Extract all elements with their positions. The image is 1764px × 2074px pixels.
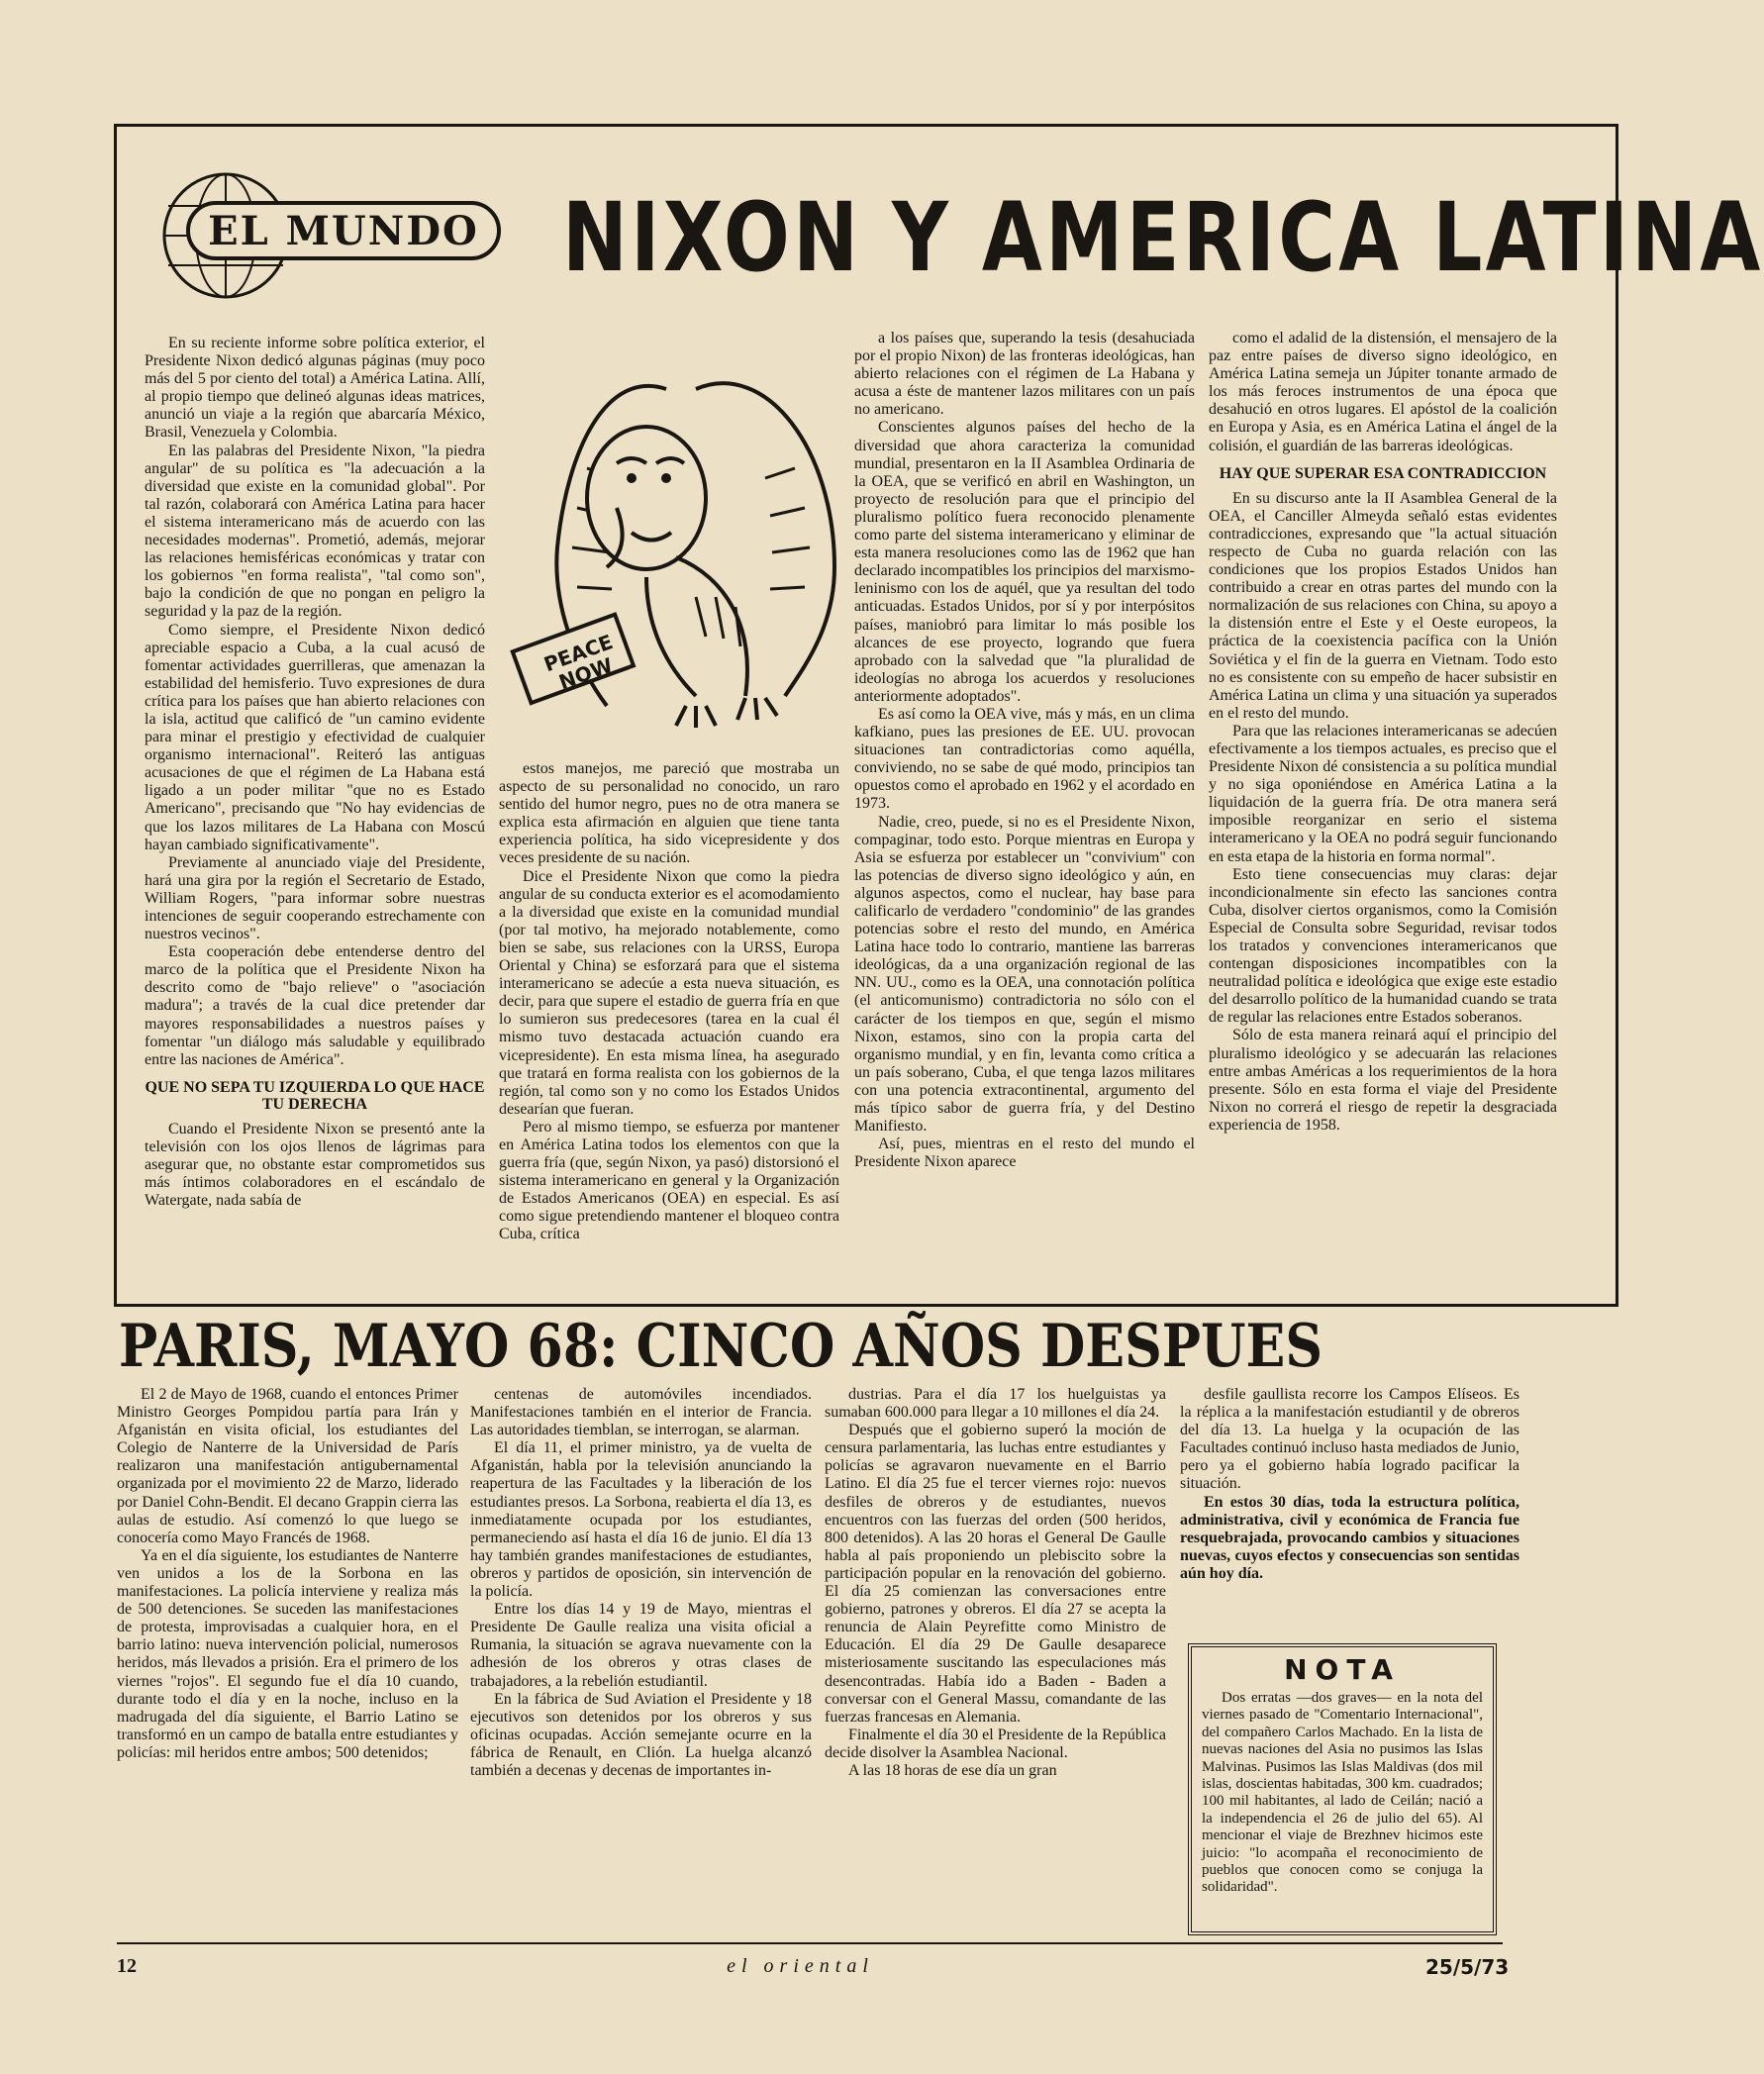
column-text [145,1121,485,1210]
paragraph: Para que las relaciones interamericanas se adecúen efectivamente a los tiempos actuales, es preciso que el Presidente Nixon dé consistencia a su política mundial y no siga oponiéndose en América Latina a la liquidación de la guerra fría. De otra manera será imposible reorganizar en serio el sistema interamericano y la OEA no podrá seguir funcionando en esta etapa de la historia en forma normal". [1209,722,1557,865]
paragraph: centenas de automóviles incendiados. Manifestaciones también en el interior de Francia. Las autoridades tiemblan, se interrogan, se alarman. [470,1386,812,1439]
subheading: QUE NO SEPA TU IZQUIERDA LO QUE HACE TU DERECHA [145,1078,485,1113]
paragraph: estos manejos, me pareció que mostraba un aspecto de su personalidad no conocido, un raro sentido del humor negro, pues no de otra manera se explica esta afirmación en alguien que tiene tanta experiencia política, ha sido vicepresidente y dos veces presidente de su nación. [499,760,839,867]
paris-column-3 [825,1386,1166,1935]
publication-name: el oriental [727,1955,874,1977]
paragraph: En su reciente informe sobre política exterior, el Presidente Nixon dedicó algunas páginas (muy poco más del 5 por ciento del total) a América Latina. Allí, al propio tiempo que delineó algunas ideas matrices, anunció un viaje a la región que abarcaría México, Brasil, Venezuela y Colombia. [145,335,485,442]
paragraph: Conscientes algunos países del hecho de la diversidad que ahora caracteriza la comunidad mundial, presentaron en la II Asamblea Ordinaria de la OEA, que se verificó en abril en Washington, un proyecto de resolución para que el principio del pluralismo político fuera reconocido plenamente como parte del sistema interamericano y eliminar de esta manera resoluciones como las de 1962 que han declarado incompatibles los principios del marxismo-leninismo con los de aquél, que ya resultan del todo anticuadas. Estados Unidos, por sí y por interpósitos países, maniobró para limitar lo más posible los alcances de ese proyecto, logrando que fuera aprobado con la salvedad que "la pluralidad de ideologías no abroga los acuerdos y resoluciones anteriormente adoptados". [854,419,1195,705]
paragraph: Esto tiene consecuencias muy claras: dejar incondicionalmente sin efecto las sanciones contra Cuba, disolver ciertos organismos, como la Comisión Especial de Consulta sobre Seguridad, revisar todos los tratados y convenciones interamericanos que contengan disposiciones incompatibles con la neutralidad política e ideológica que exige este estadio del desarrollo político de la humanidad cuando se trata de regular las relaciones entre Estados soberanos. [1209,865,1557,1027]
paragraph: a los países que, superando la tesis (desahuciada por el propio Nixon) de las fronteras ideológicas, han abierto relaciones con el régimen de La Habana y acusa a éste de mantener lazos militares con un país no americano. [854,330,1195,419]
column-text [145,335,485,1069]
footer-rule [117,1942,1503,1944]
column-text [117,1386,458,1762]
paragraph: En su discurso ante la II Asamblea General de la OEA, el Canciller Almeyda señaló estas evidentes contradicciones, expresando que "la actual situación respecto de Cuba no guarda relación con las condiciones que los propios Estados Unidos han contribuido a crear en otras partes del mundo con la normalización de sus relaciones con China, su apoyo a la distensión entre el Este y el Oeste europeos, la práctica de la coexistencia pacífica con la Unión Soviética y el fin de la guerra en Vietnam. Todo esto no es consistente con su empeño de hacer subsistir en América Latina un clima y una situación ya superados en el resto del mundo. [1209,489,1557,722]
paragraph: Como siempre, el Presidente Nixon dedicó apreciable espacio a Cuba, a la cual acusó de fomentar actividades guerrilleras, que amenazan la estabilidad del hemisferio. Tuvo expresiones de dura crítica para los países que han abierto relaciones con la isla, actitud que calificó de "un camino evidente para minar el prestigio y efectividad de cualquier organismo internacional". Reiteró las antiguas acusaciones de que el régimen de La Habana está ligado a un poder militar "que no es Estado Americano", precisando que "No hay evidencias de que los lazos militares de La Habana con Moscú hayan cambiado significativamente". [145,621,485,853]
paris-column-4 [1180,1386,1519,1653]
issue-date: 25/5/73 [1425,1955,1510,1979]
nota-title: NOTA [1284,1653,1401,1686]
paris-column-2 [470,1386,812,1935]
nota-box [1188,1643,1497,1935]
paragraph: como el adalid de la distensión, el mensajero de la paz entre países de diverso signo ideológico, en América Latina semeja un Júpiter tonante armado de los más feroces instrumentos de una época que desahució en otros lugares. El apóstol de la coalición en Europa y Asia, es en América Latina el ángel de la colisión, el guardián de las barreras ideológicas. [1209,330,1557,454]
paragraph: Ya en el día siguiente, los estudiantes de Nanterre ven unidos a los de la Sorbona en las manifestaciones. La policía interviene y realiza más de 500 detenciones. Se suceden las manifestaciones de protesta, improvisadas a cualquier hora, en el barrio latino: nueva intervención policial, numerosos heridos, más llevados a prisión. Era el primero de los viernes "rojos". El segundo fue el día 10 cuando, durante todo el día y en la noche, incluso en la madrugada del día siguiente, el Barrio Latino se transformó en un campo de batalla entre estudiantes y policías: mil heridos entre ambos; 500 detenidos; [117,1546,458,1761]
paragraph: A las 18 horas de ese día un gran [848,1761,1057,1779]
subheading: HAY QUE SUPERAR ESA CONTRADICCION [1219,464,1547,482]
paragraph: Esta cooperación debe entenderse dentro del marco de la política que el Presidente Nixon ha descrito como de "bajo relieve" o "asociación madura"; a través de la cual dice pretender dar mayores responsabilidades a nuestros países y fomentar "un diálogo más saludable y equilibrado entre las naciones de América". [145,943,485,1068]
column-text [1209,490,1557,1135]
paris-column-1 [117,1386,458,1935]
cartoon-sign-text: PEACE NOW [540,630,617,695]
paragraph: Es así como la OEA vive, más y más, en un clima kafkiano, pues las presiones de EE. UU. provocan situaciones tan contradictorias como aquélla, conviviendo, no se sabe de qué modo, principios tan opuestos como el aprobado en 1962 y el acordado en 1973. [854,705,1195,813]
paragraph: desfile gaullista recorre los Campos Elíseos. Es la réplica a la manifestación estudiantil y de obreros del día 13. La huelga y la ocupación de las Facultades continuó incluso hasta mediados de Junio, pero ya el gobierno había logrado pacificar la situación. [1180,1386,1519,1493]
paragraph: En la fábrica de Sud Aviation el Presidente y 18 ejecutivos son detenidos por los obreros y sus oficinas ocupadas. Acción semejante ocurre en la fábrica de Renault, en Clión. La huelga alcanzó también a decenas y decenas de importantes in- [470,1690,812,1779]
nixon-column-1 [145,335,485,1290]
paragraph: Así, pues, mientras en el resto del mundo el Presidente Nixon aparece [854,1136,1195,1171]
nota-text: Dos erratas —dos graves— en la nota del viernes pasado de "Comentario Internacional", del compañero Carlos Machado. En la lista de nuevas naciones del Asia no pusimos las Islas Malvinas. Pusimos las Islas Maldivas (dos mil islas, doscientas habitadas, 300 km. cuadrados; 100 mil habitantes, al lado de Ceilán; nació a la independencia el 26 de julio del 65). Al mencionar el viaje de Brezhnev hicimos este juicio: "lo acompaña el reconocimiento de pueblos que conocen como se conjuga la solidaridad". [1202,1690,1483,1896]
nixon-article-box [114,124,1764,1307]
column-text [825,1386,1166,1780]
column-text [470,1386,812,1780]
masthead [147,156,1764,315]
paragraph: Después que el gobierno superó la moción de censura parlamentaria, las luchas entre estudiantes y policías se agravaron nuevamente en el Barrio Latino. El día 25 fue el tercer viernes rojo: nuevos desfiles de obreros y de estudiantes, nuevos encuentros con las fuerzas del orden (500 heridos, 800 detenidos). A las 20 horas el General De Gaulle habla al país proponiendo un plebiscito sobre la participación popular en la renovación del gobierno. El día 25 comienzan las conversaciones entre gobierno, patrones y obreros. El día 27 se acepta la renuncia de Alain Peyrefitte como Ministro de Educación. El día 29 De Gaulle desaparece misteriosamente suscitando las especulaciones más desencontradas. Había ido a Baden - Baden a conversar con el General Massu, comandante de las fuerzas francesas en Alemania. [825,1422,1166,1726]
column-text [1180,1386,1519,1494]
nixon-column-4 [1209,330,1557,1290]
paragraph: En las palabras del Presidente Nixon, "la piedra angular" de su política es "la adecuación a la diversidad que existe en la comunidad global". Por tal razón, colaborará con América Latina para hacer el sistema interamericano más de acuerdo con las necesidades modernas". Prometió, además, mejorar las relaciones hemisféricas económicas y tratar con los gobiernos "en forma realista", "tal como son", bajo la condición de que no pongan en peligro la seguridad y la paz de la región. [145,442,485,621]
paragraph: El día 11, el primer ministro, ya de vuelta de Afganistán, habla por la televisión anunciando la reapertura de las Facultades y la liberación de los estudiantes presos. La Sorbona, reabierta el día 13, es inmediatamente ocupada por los estudiantes, permaneciendo así hasta el día 16 de junio. El día 13 hay también grandes manifestaciones de estudiantes, obreros y partidos de oposición, sin intervención de la policía. [470,1439,812,1601]
paragraph: Finalmente el día 30 el Presidente de la República decide disolver la Asamblea Nacional. [825,1726,1166,1761]
paragraph: Previamente al anunciado viaje del Presidente, hará una gira por la región el Secretario de Estado, William Rogers, "para informar sobre nuestras intenciones de seguir cooperando estrechamente con nuestros vecinos". [145,853,485,943]
paris-headline: PARIS, MAYO 68: CINCO AÑOS DESPUES [119,1312,1323,1381]
nixon-column-3 [854,330,1195,1290]
article-headline: NIXON Y AMERICA LATINA [562,182,1764,293]
closing-paragraph: En estos 30 días, toda la estructura política, administrativa, civil y económica de Francia fue resquebrajada, provocando cambios y situaciones nuevas, cuyos efectos y consecuencias son sentidas aún hoy día. [1180,1493,1519,1582]
column-text [499,760,839,1244]
paragraph: El 2 de Mayo de 1968, cuando el entonces Primer Ministro Georges Pompidou partía para Irán y Afganistán en visita oficial, los estudiantes del Colegio de Nanterre de la Universidad de París realizaron una manifestación antigubernamental organizada por el movimiento 22 de Marzo, liderado por Daniel Cohn-Bendit. El decano Grappin cierra las aulas de estudio. Así comenzó lo que luego se conocería como Mayo Francés de 1968. [117,1386,458,1546]
paragraph: Dice el Presidente Nixon que como la piedra angular de su conducta exterior es el acomodamiento a la diversidad que existe en la comunidad mundial (por tal motivo, ha mejorado notablemente, como bien se sabe, sus relaciones con la URSS, Europa Oriental y China) se esforzará para que el sistema interamericano se adecúe a esta nueva situación, es decir, para que supere el estadio de guerra fría en que lo sumieron sus predecesores (tarea en la cual él mismo tuvo destacada actuación cuando era vicepresidente). En esta misma línea, ha asegurado que tratará en forma realista con los gobiernos de la región, tal como son y no como los Estados Unidos desearían que fueran. [499,867,839,1118]
nixon-column-2 [499,760,839,1290]
paragraph: Nadie, creo, puede, si no es el Presidente Nixon, compaginar, todo esto. Porque mientras en Europa y Asia se esfuerza por establecer un "convivium" con las potencias de diverso signo ideológico y aún, en algunos aspectos, como el nuclear, hay base para calificarlo de verdadero "condominio" de las grandes potencias sobre el resto del mundo, en América Latina hace todo lo contrario, mantiene las barreras ideológicas, da a una organización regional de las NN. UU., como es la OEA, una connotación política (el anticomunismo) contradictoria no sólo con el carácter de los tiempos en que, según el mismo Nixon, estamos, sino con la propia carta del organismo mundial, y en fin, levanta como crítica a un país soberano, Cuba, el que tenga lazos militares con una potencia extracontinental, argumento del más típico sabor de guerra fría, y del Destino Manifiesto. [854,813,1195,1136]
paragraph: Entre los días 14 y 19 de Mayo, mientras el Presidente De Gaulle realiza una visita oficial a Rumania, la situación se agrava nuevamente con la adhesión de los obreros y otras clases de trabajadores, a la rebelión estudiantil. [470,1601,812,1690]
column-text [854,330,1195,1171]
editorial-cartoon [498,330,869,755]
nota-body [1202,1690,1483,1897]
paragraph: dustrias. Para el día 17 los huelguistas ya sumaban 600.000 para llegar a 10 millones el día 24. [825,1386,1166,1422]
column-text [1209,330,1557,455]
page-number: 12 [117,1955,137,1977]
section-tag: EL MUNDO [186,201,501,260]
paragraph: Cuando el Presidente Nixon se presentó ante la televisión con los ojos llenos de lágrimas para asegurar que, no obstante estar comprometidos sus más íntimos colaboradores en el escándalo de Watergate, nada sabía de [145,1120,485,1210]
paragraph: Pero al mismo tiempo, se esfuerza por mantener en América Latina todos los elementos con que la guerra fría (que, según Nixon, ya pasó) distorsionó el sistema interamericano en general y la Organización de Estados Americanos (OEA) en especial. Es así como sigue pretendiendo mantener el bloqueo contra Cuba, crítica [499,1118,839,1243]
paragraph: Sólo de esta manera reinará aquí el principio del pluralismo ideológico y se adecuarán las relaciones entre ambas Américas a los requerimientos de la hora presente. Sólo en esta forma el viaje del Presidente Nixon no correrá el riesgo de repetir la desgraciada experiencia de 1958. [1209,1027,1557,1134]
